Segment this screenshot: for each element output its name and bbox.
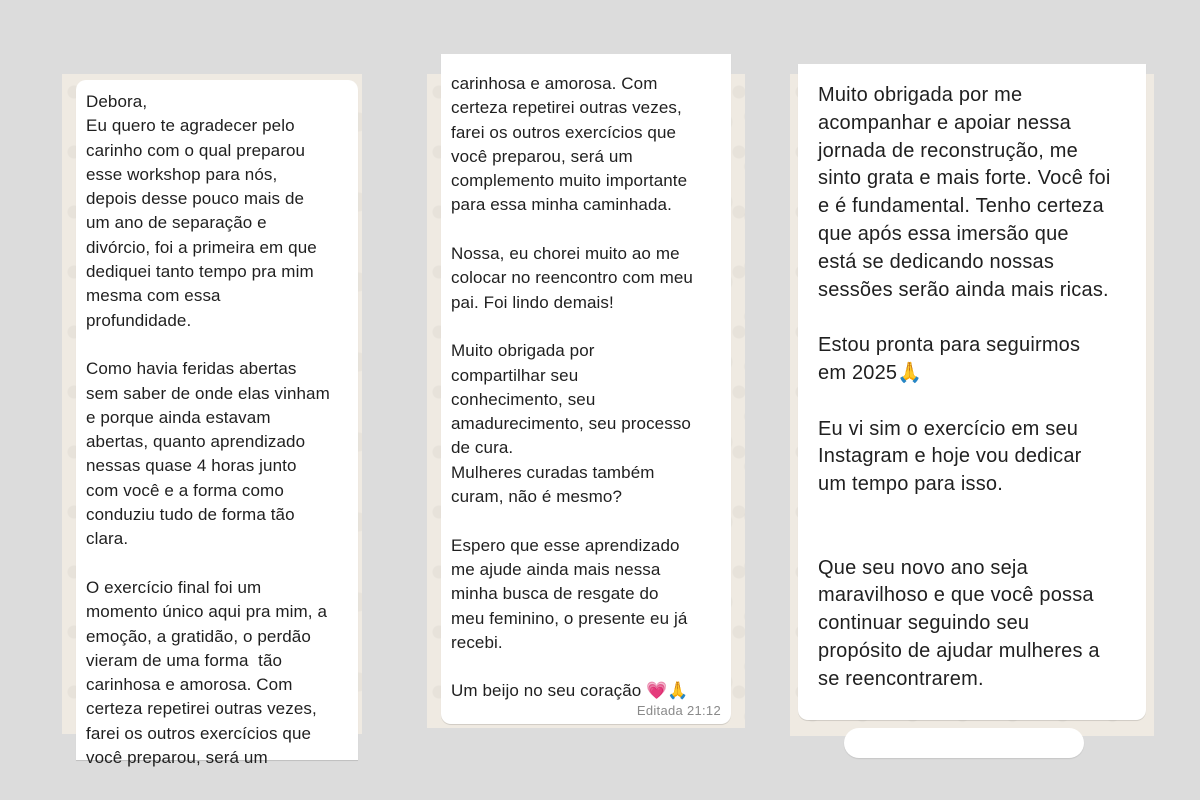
message-bubble[interactable] bbox=[798, 64, 1146, 720]
message-bubble[interactable] bbox=[441, 54, 731, 724]
message-timestamp: Editada 21:12 bbox=[636, 703, 721, 718]
reaction-bar[interactable] bbox=[844, 728, 1084, 758]
message-text: Muito obrigada por me acompanhar e apoiar nessa jornada de reconstrução, me sinto grata e mais forte. Você foi e é fundamental. Tenho certeza que após essa imersão que está se dedicando nossas sessões serão ainda mais ricas. Estou pronta para seguirmos em 2025🙏 Eu vi sim o exercício em seu Instagram e hoje vou dedicar um tempo para isso. Que seu novo ano seja maravilhoso e que você possa continuar seguindo seu propósito de ajudar mulheres a se reencontrarem. bbox=[818, 84, 1111, 690]
chat-screenshot-2 bbox=[427, 74, 745, 728]
chat-screenshot-1 bbox=[62, 74, 362, 768]
message-bubble[interactable] bbox=[76, 80, 358, 768]
chat-screenshot-3 bbox=[790, 74, 1154, 736]
message-text: Debora, Eu quero te agradecer pelo carinho com o qual preparou esse workshop para nós, depois desse pouco mais de um ano de separação e divórcio, foi a primeira em que dediquei tanto tempo pra mim mesma com essa profundidade. Como havia feridas abertas sem saber de onde elas vinham e porque ainda estavam abertas, quanto aprendizado nessas quase 4 horas junto com você e a forma como conduziu tudo de forma tão clara. O exercício final foi um momento único aqui pra mim, a emoção, a gratidão, o perdão vieram de uma forma tão carinhosa e amorosa. Com certeza repetirei outras vezes, farei os outros exercícios que você preparou, será um bbox=[86, 92, 330, 768]
message-text: carinhosa e amorosa. Com certeza repetirei outras vezes, farei os outros exercícios que você preparou, será um complemento muito importante para essa minha caminhada. Nossa, eu chorei muito ao me colocar no reencontro com meu pai. Foi lindo demais! Muito obrigada por compartilhar seu conhecimento, seu amadurecimento, seu processo de cura. Mulheres curadas também curam, não é mesmo? Espero que esse aprendizado me ajude ainda mais nessa minha busca de resgate do meu feminino, o presente eu já recebi. Um beijo no seu coração 💗🙏 bbox=[451, 74, 693, 701]
